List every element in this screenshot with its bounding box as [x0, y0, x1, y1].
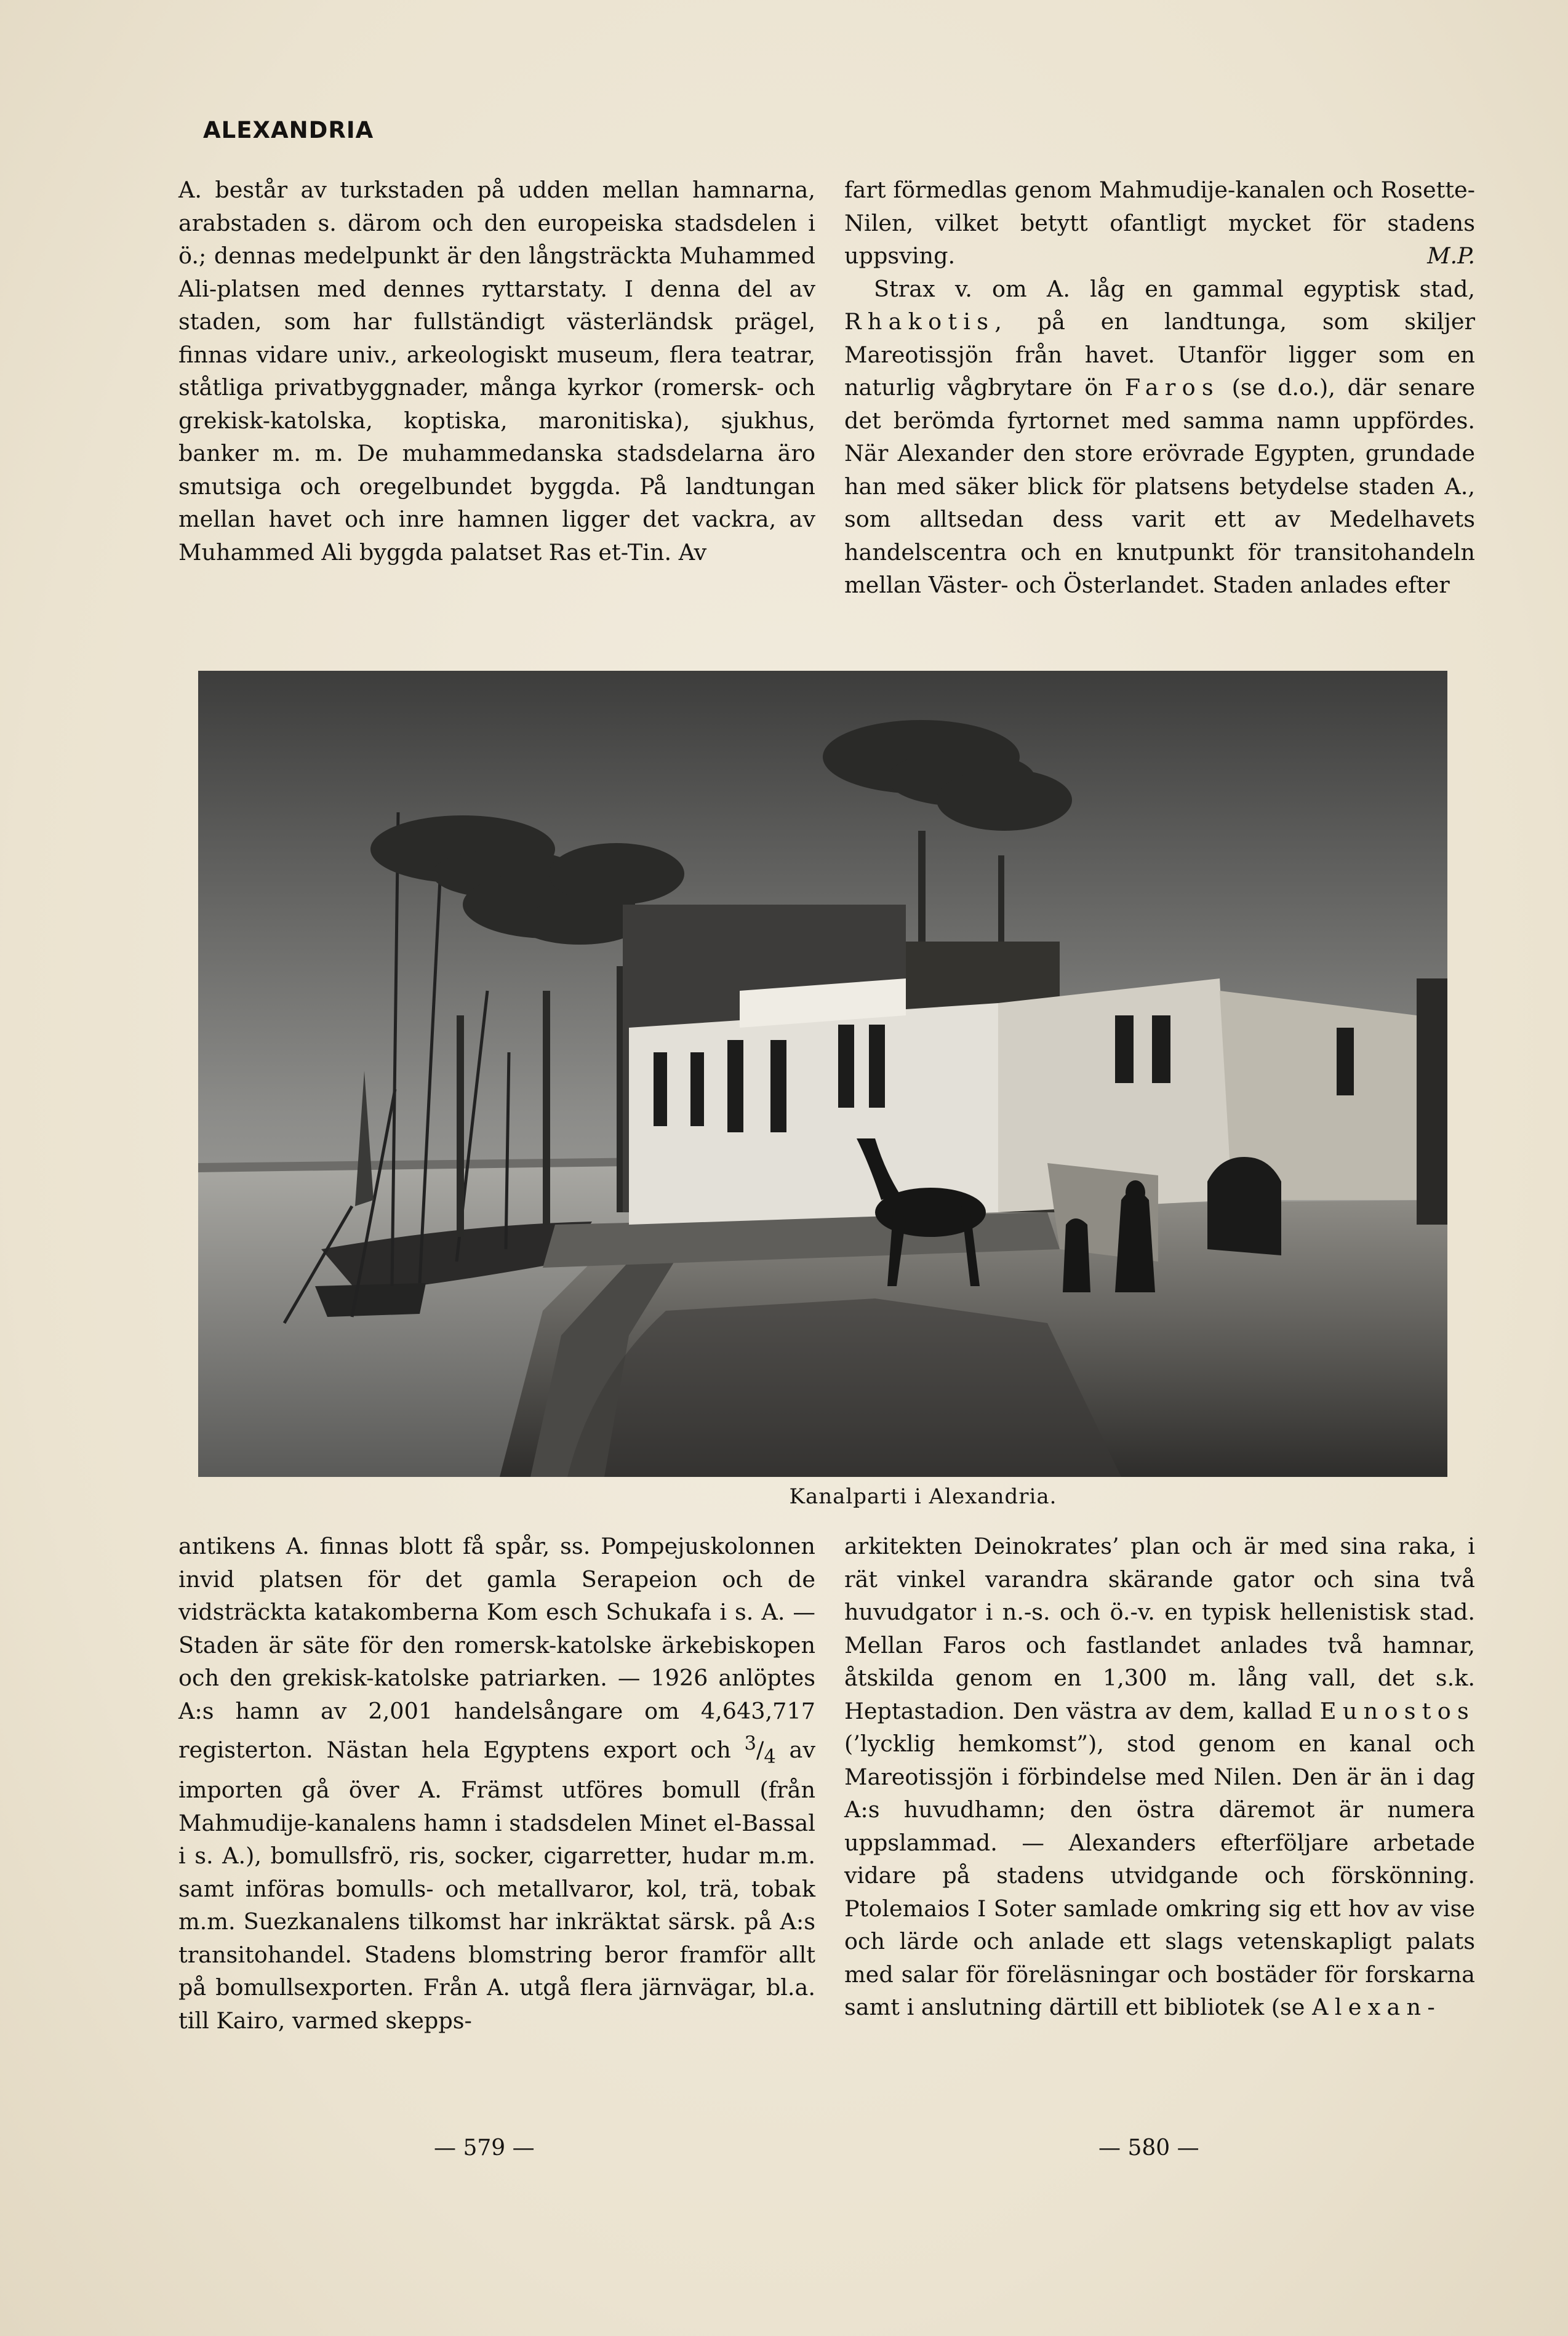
- column-top-left: [178, 174, 815, 569]
- paragraph: A. består av turkstaden på udden mellan hamnarna, arabstaden s. därom och den europeiska stadsdelen i ö.; dennas medelpunkt är den långsträckta Muhammed Ali-platsen med dennes ryttarstaty. I denna del av staden, som har fullständigt västerländsk prägel, finnas vidare univ., arkeologiskt museum, flera teatrar, ståtliga privatbyggnader, många kyrkor (romersk- och grekisk-katolska, koptiska, maronitiska), sjukhus, banker m. m. De muhammedanska stadsdelarna äro smutsiga och oregelbundet byggda. På landtungan mellan havet och inre hamnen ligger det vackra, av Muhammed Ali byggda palatset Ras et-Tin. Av: [178, 177, 815, 566]
- paragraph-text: Strax v. om A. låg en gammal egyptisk stad,: [874, 275, 1475, 302]
- spaced-term: Faros: [1124, 374, 1220, 401]
- photo-canal-alexandria: [198, 671, 1447, 1477]
- paragraph-text: av importen gå över A. Främst utföres bomull (från Mahmudije-kanalens hamn i stadsdelen Minet el-Bassal i s. A.), bomullsfrö, ris, socker, cigarretter, hudar m.m. samt införas bomulls- och metallvaror, kol, trä, tobak m.m. Suezkanalens tilkomst har inkräktat särsk. på A:s transitohandel. Stadens blomstring beror framför allt på bomullsexporten. Från A. utgå flera järnvägar, bl.a. till Kairo, varmed skepps-: [178, 1737, 815, 2034]
- running-head: ALEXANDRIA: [203, 117, 374, 143]
- paragraph: [844, 174, 1475, 273]
- fraction-denominator: 4: [764, 1746, 776, 1768]
- fraction-numerator: 3: [744, 1733, 756, 1754]
- column-bottom-left: [178, 1530, 815, 2037]
- photo-caption: Kanalparti i Alexandria.: [789, 1484, 1057, 1509]
- paragraph: [844, 273, 1475, 602]
- column-bottom-right: [844, 1530, 1475, 2024]
- paragraph: [844, 1530, 1475, 2024]
- column-top-right: [844, 174, 1475, 602]
- author-signature: M.P.: [1427, 242, 1475, 269]
- page-number-left: — 579 —: [434, 2135, 535, 2161]
- paragraph-text: , på en landtunga, som skiljer Mareotissjön från havet. Utanför ligger som en naturlig vågbrytare ön: [844, 308, 1475, 401]
- spaced-term: Rhakotis: [844, 308, 995, 335]
- paragraph: antikens A. finnas blott få spår, ss. Pompejuskolonnen invid platsen för det gamla Serapeion och de vidsträckta katakomberna Kom esch Schukafa i s. A. — Staden är säte för den romersk-katolske ärkebiskopen och den grekisk-katolske patriarken. — 1926 anlöptes A:s hamn av 2,001 handelsångare om 4,643,717 registerton. Nästan hela Egyptens export och $^3/_4$ av importen gå över A. Främst utföres bomull (från Mahmudije-kanalens hamn i stadsdelen Minet el-Bassal i s. A.), bomullsfrö, ris, socker, cigarretter, hudar m.m. samt införas bomulls- och metallvaror, kol, trä, tobak m.m. Suezkanalens tilkomst har inkräktat särsk. på A:s transitohandel. Stadens blomstring beror framför allt på bomullsexporten. Från A. utgå flera järnvägar, bl.a. till Kairo, varmed skepps-: [178, 1533, 815, 2034]
- paragraph-text: (se d.o.), där senare det berömda fyrtornet med samma namn uppfördes. När Alexander den store erövrade Egypten, grundade han med säker blick för platsens betydelse staden A., som alltsedan dess varit ett av Medelhavets handelscentra och en knutpunkt för transitohandeln mellan Väster- och Österlandet. Staden anlades efter: [844, 374, 1475, 598]
- paragraph-text: antikens A. finnas blott få spår, ss. Pompejuskolonnen invid platsen för det gamla Serapeion och de vidsträckta katakomberna Kom esch Schukafa i s. A. — Staden är säte för den romersk-katolske ärkebiskopen och den grekisk-katolske patriarken. — 1926 anlöptes A:s hamn av 2,001 handelsångare om 4,643,717 registerton. Nästan hela Egyptens export och: [178, 1533, 815, 1764]
- paragraph-text: fart förmedlas genom Mahmudije-kanalen och Rosette-Nilen, vilket betytt ofantligt mycket för stadens uppsving.: [844, 177, 1475, 269]
- spaced-term: Alexan-: [1312, 1994, 1441, 2020]
- paragraph-text: arkitekten Deinokrates’ plan och är med sina raka, i rät vinkel varandra skärande gator och sina två huvudgator i n.-s. och ö.-v. en typisk hellenistisk stad. Mellan Faros och fastlandet anlades två hamnar, åtskilda genom en 1,300 m. lång vall, det s.k. Heptastadion. Den västra av dem, kallad: [844, 1533, 1475, 1724]
- paragraph-text: (’lycklig hemkomst”), stod genom en kanal och Mareotissjön i förbindelse med Nilen. Den är än i dag A:s huvudhamn; den östra däremot är numera uppslammad. — Alexanders efterföljare arbetade vidare på stadens utvidgande och förskönning. Ptolemaios I Soter samlade omkring sig ett hov av vise och lärde och anlade ett slags vetenskapligt palats med salar för föreläsningar och bostäder för forskarna samt i anslutning därtill ett bibliotek (se: [844, 1730, 1475, 2020]
- page-number-right: — 580 —: [1098, 2135, 1199, 2161]
- spaced-term: Eunostos: [1319, 1697, 1475, 1724]
